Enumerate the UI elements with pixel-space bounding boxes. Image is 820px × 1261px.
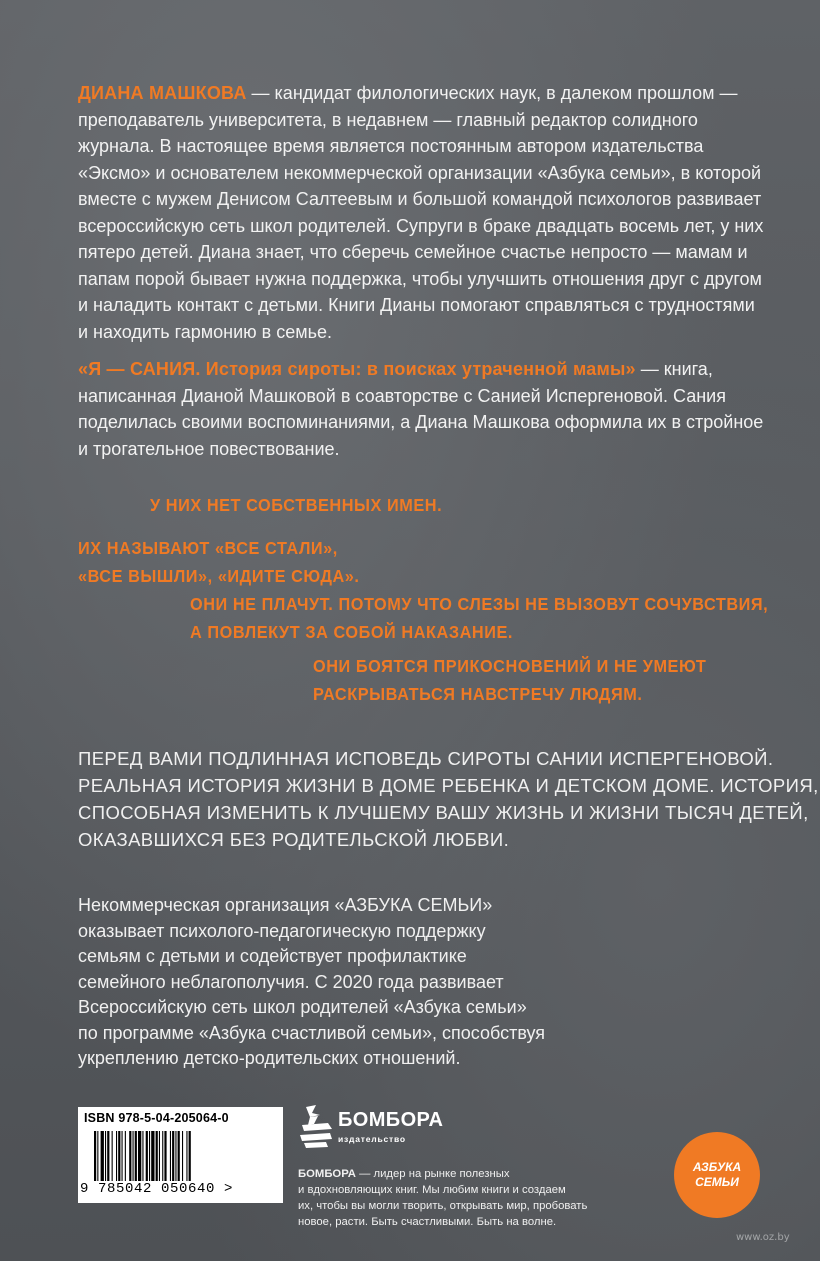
barcode-stripe <box>116 1131 117 1181</box>
book-title: «Я — САНИЯ. История сироты: в поисках утраченной мамы» <box>78 359 636 379</box>
org-line: укреплению детско-родительских отношений. <box>78 1048 461 1068</box>
org-line: Всероссийскую сеть школ родителей «Азбука семьи» <box>78 997 527 1017</box>
publisher-logo <box>298 1103 448 1153</box>
logo-name: БОМБОРА <box>338 1109 444 1131</box>
barcode-stripe <box>105 1131 106 1181</box>
author-bio <box>78 80 768 345</box>
summary-line: СПОСОБНАЯ ИЗМЕНИТЬ К ЛУЧШЕМУ ВАШУ ЖИЗНЬ И ЖИЗНИ ТЫСЯЧ ДЕТЕЙ, <box>78 802 809 823</box>
quote-no-names: У НИХ НЕТ СОБСТВЕННЫХ ИМЕН. <box>150 495 443 515</box>
barcode-stripe <box>149 1131 150 1181</box>
barcode-stripe <box>125 1131 126 1181</box>
publisher-line: и вдохновляющих книг. Мы любим книги и создаем <box>298 1184 566 1196</box>
barcode-stripe <box>151 1131 154 1181</box>
publisher-line: — лидер на рынке полезных <box>355 1168 510 1180</box>
publisher-line: новое, расти. Быть счастливыми. Быть на волне. <box>298 1216 557 1228</box>
isbn-label: ISBN 978-5-04-205064-0 <box>84 1111 229 1125</box>
quote-no-cry-line2: А ПОВЛЕКУТ ЗА СОБОЙ НАКАЗАНИЕ. <box>190 622 513 642</box>
barcode-stripe <box>122 1131 123 1181</box>
summary-line: ПЕРЕД ВАМИ ПОДЛИННАЯ ИСПОВЕДЬ СИРОТЫ САНИИ ИСПЕРГЕНОВОЙ. <box>78 748 774 769</box>
barcode-stripe <box>133 1131 134 1181</box>
org-line: Некоммерческая организация «АЗБУКА СЕМЬИ» <box>78 895 493 915</box>
org-info <box>78 893 578 1072</box>
barcode-stripe <box>101 1131 104 1181</box>
barcode-stripe <box>94 1131 96 1181</box>
book-info-text: — книга, написанная Дианой Машковой в соавторстве с Санией Испергеновой. Сания поделилась своими воспоминаниями, а Диана Машкова оформила их в стройное и трогательное повествование. <box>78 359 764 459</box>
barcode-stripe <box>112 1131 113 1181</box>
barcode-stripe <box>107 1131 109 1181</box>
barcode-stripe <box>118 1131 120 1181</box>
barcode-stripe <box>142 1131 143 1181</box>
barcode-stripe <box>170 1131 171 1181</box>
publisher-line: их, чтобы вы могли творить, открывать мир, пробовать <box>298 1200 588 1212</box>
barcode-stripe <box>175 1131 176 1181</box>
org-line: семейного неблагополучия. С 2020 года развивает <box>78 971 504 992</box>
barcode-stripe <box>164 1131 166 1181</box>
quote-called-line1: ИХ НАЗЫВАЮТ «ВСЕ СТАЛИ», <box>78 538 338 558</box>
bombora-logo-icon <box>298 1103 334 1149</box>
barcode-stripe <box>135 1131 137 1181</box>
org-line: оказывает психолого-педагогическую поддержку <box>78 920 486 941</box>
barcode <box>78 1107 283 1203</box>
book-info <box>78 356 768 462</box>
org-line: по программе «Азбука счастливой семьи», способствуя <box>78 1022 546 1043</box>
quote-called-line2: «ВСЕ ВЫШЛИ», «ИДИТЕ СЮДА». <box>78 566 360 586</box>
publisher-name: БОМБОРА <box>298 1168 356 1180</box>
quote-fear-line1: ОНИ БОЯТСЯ ПРИКОСНОВЕНИЙ И НЕ УМЕЮТ <box>313 656 707 676</box>
publisher-text <box>298 1166 598 1230</box>
azbuka-badge <box>674 1132 760 1218</box>
author-name: ДИАНА МАШКОВА <box>78 83 247 103</box>
author-bio-text: — кандидат филологических наук, в далеком прошлом — преподаватель университета, в недавнем — главный редактор солидного журнала. В настоящее время является постоянным автором издательства «Эксмо» и основателем некоммерческой организации «Азбука семьи», в которой вместе с мужем Денисом Салтеевым и большой командой психологов развивает всероссийскую сеть школ родителей. Супруги в браке двадцать восемь лет, у них пятеро детей. Диана знает, что сберечь семейное счастье непросто — мамам и папам порой бывает нужна поддержка, чтобы улучшить отношения друг с другом и наладить контакт с детьми. Книги Дианы помогают справляться с трудностями и находить гармонию в семье. <box>78 83 764 342</box>
quote-fear-line2: РАСКРЫВАТЬСЯ НАВСТРЕЧУ ЛЮДЯМ. <box>313 684 643 704</box>
barcode-stripe <box>178 1131 180 1181</box>
barcode-stripe <box>97 1131 98 1181</box>
barcode-bars <box>94 1131 276 1181</box>
badge-line: АЗБУКА <box>692 1160 742 1174</box>
barcode-number: 9 785042 050640 > <box>80 1181 234 1197</box>
barcode-stripe <box>189 1131 191 1181</box>
logo-subtitle: издательство <box>338 1134 406 1144</box>
badge-line: СЕМЬИ <box>695 1175 739 1189</box>
barcode-stripe <box>172 1131 174 1181</box>
org-line: семьям с детьми и содействует профилактике <box>78 946 467 966</box>
barcode-stripe <box>146 1131 148 1181</box>
summary-line: РЕАЛЬНАЯ ИСТОРИЯ ЖИЗНИ В ДОМЕ РЕБЕНКА И ДЕТСКОМ ДОМЕ. ИСТОРИЯ, <box>78 775 819 796</box>
barcode-stripe <box>159 1131 160 1181</box>
barcode-stripe <box>162 1131 163 1181</box>
summary-line: ОКАЗАВШИХСЯ БЕЗ РОДИТЕЛЬСКОЙ ЛЮБВИ. <box>78 829 510 850</box>
summary <box>78 745 819 853</box>
barcode-stripe <box>156 1131 158 1181</box>
barcode-stripe <box>129 1131 131 1181</box>
watermark: www.oz.by <box>736 1232 790 1243</box>
barcode-stripe <box>182 1131 183 1181</box>
quote-no-cry-line1: ОНИ НЕ ПЛАЧУТ. ПОТОМУ ЧТО СЛЕЗЫ НЕ ВЫЗОВУТ СОЧУВСТВИЯ, <box>190 594 769 614</box>
barcode-stripe <box>138 1131 141 1181</box>
barcode-stripe <box>186 1131 187 1181</box>
